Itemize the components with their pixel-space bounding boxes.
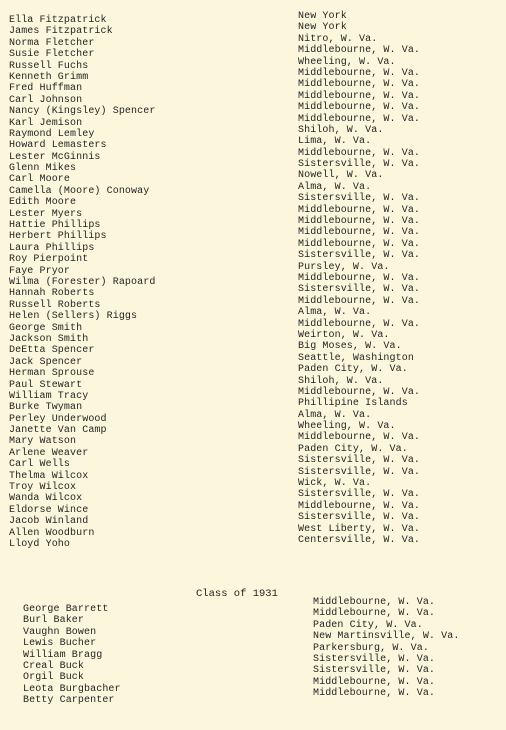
alumni-name: Howard Lemasters <box>9 140 107 152</box>
alumni-name: George Barrett <box>23 604 109 615</box>
names-column-1 <box>9 15 155 550</box>
alumni-name: Russell Fuchs <box>9 60 89 72</box>
alumni-name: DeEtta Spencer <box>9 345 95 357</box>
alumni-name: Herman Sprouse <box>9 368 95 380</box>
alumni-residence: New Martinsville, W. Va. <box>313 631 460 643</box>
alumni-residence: Sistersville, W. Va. <box>298 284 421 296</box>
names-column-2 <box>23 604 121 707</box>
alumni-residence: West Liberty, W. Va. <box>298 523 421 535</box>
alumni-name: Laura Phillips <box>9 242 95 254</box>
alumni-name: Nancy (Kingsley) Spencer <box>9 106 156 118</box>
alumni-name: Hattie Phillips <box>9 220 101 232</box>
alumni-name: Faye Pryor <box>9 265 71 277</box>
alumni-name: Orgil Buck <box>23 672 85 684</box>
places-column-2 <box>313 597 459 700</box>
alumni-name: Kenneth Grimm <box>9 71 89 83</box>
alumni-residence: Sistersville, W. Va. <box>313 653 436 665</box>
alumni-residence: Middlebourne, W. Va. <box>298 113 421 125</box>
alumni-residence: Centersville, W. Va. <box>298 534 421 546</box>
alumni-residence: Sistersville, W. Va. <box>298 466 421 478</box>
alumni-residence: New York <box>298 22 347 34</box>
alumni-residence: Paden City, W. Va. <box>298 364 408 376</box>
alumni-name: James Fitzpatrick <box>9 26 113 38</box>
alumni-residence: Weirton, W. Va. <box>298 329 390 341</box>
alumni-name: Creal Buck <box>23 660 85 672</box>
alumni-name: Allen Woodburn <box>9 527 95 539</box>
alumni-name: Hannah Roberts <box>9 288 95 300</box>
alumni-name: Ella Fitzpatrick <box>9 15 107 26</box>
alumni-residence: Shiloh, W. Va. <box>298 375 384 387</box>
alumni-name: Lewis Bucher <box>23 638 97 650</box>
alumni-name: Leota Burgbacher <box>23 683 121 695</box>
alumni-residence: Pursley, W. Va. <box>298 261 390 273</box>
alumni-residence: Seattle, Washington <box>298 352 414 364</box>
alumni-name: William Tracy <box>9 390 89 402</box>
alumni-name: Carl Wells <box>9 459 71 471</box>
alumni-residence: Sistersville, W. Va. <box>298 193 421 205</box>
alumni-name: George Smith <box>9 322 83 334</box>
alumni-name: Karl Jemison <box>9 117 83 129</box>
alumni-residence: Middlebourne, W. Va. <box>298 79 421 91</box>
alumni-residence: Middlebourne, W. Va. <box>313 597 436 608</box>
alumni-residence: Phillipine Islands <box>298 398 408 410</box>
alumni-residence: Middlebourne, W. Va. <box>298 386 421 398</box>
alumni-name: Wanda Wilcox <box>9 493 83 505</box>
alumni-residence: Sistersville, W. Va. <box>313 665 436 677</box>
alumni-residence: Middlebourne, W. Va. <box>313 688 436 700</box>
alumni-residence: Middlebourne, W. Va. <box>298 227 421 239</box>
alumni-name: Herbert Phillips <box>9 231 107 243</box>
alumni-name: Burl Baker <box>23 615 85 627</box>
alumni-name: Troy Wilcox <box>9 482 77 494</box>
alumni-residence: Nitro, W. Va. <box>298 33 378 45</box>
alumni-residence: Middlebourne, W. Va. <box>298 147 421 159</box>
class-heading: Class of 1931 <box>196 588 278 600</box>
alumni-residence: Alma, W. Va. <box>298 409 372 421</box>
alumni-residence: Middlebourne, W. Va. <box>298 295 421 307</box>
alumni-name: Perley Underwood <box>9 413 107 425</box>
alumni-residence: Middlebourne, W. Va. <box>298 238 421 250</box>
alumni-residence: Nowell, W. Va. <box>298 170 384 182</box>
alumni-name: Roy Pierpoint <box>9 254 89 266</box>
alumni-residence: Middlebourne, W. Va. <box>298 67 421 79</box>
alumni-residence: Paden City, W. Va. <box>298 443 408 455</box>
alumni-name: Carl Moore <box>9 174 71 186</box>
alumni-residence: Middlebourne, W. Va. <box>298 216 421 228</box>
alumni-residence: Alma, W. Va. <box>298 181 372 193</box>
alumni-residence: Alma, W. Va. <box>298 307 372 319</box>
alumni-residence: Middlebourne, W. Va. <box>298 102 421 114</box>
alumni-residence: Middlebourne, W. Va. <box>313 608 436 620</box>
alumni-name: Vaughn Bowen <box>23 626 97 638</box>
alumni-name: Raymond Lemley <box>9 128 95 140</box>
alumni-residence: Middlebourne, W. Va. <box>313 676 436 688</box>
alumni-residence: New York <box>298 11 347 22</box>
alumni-residence: Sistersville, W. Va. <box>298 489 421 501</box>
alumni-residence: Shiloh, W. Va. <box>298 124 384 136</box>
alumni-residence: Middlebourne, W. Va. <box>298 204 421 216</box>
alumni-name: Paul Stewart <box>9 379 83 391</box>
alumni-name: Russell Roberts <box>9 299 101 311</box>
alumni-name: Janette Van Camp <box>9 425 107 437</box>
alumni-residence: Big Moses, W. Va. <box>298 341 402 353</box>
alumni-name: Lloyd Yoho <box>9 538 71 550</box>
alumni-residence: Wick, W. Va. <box>298 478 372 490</box>
alumni-residence: Paden City, W. Va. <box>313 619 423 631</box>
alumni-name: Thelma Wilcox <box>9 470 89 482</box>
alumni-residence: Lima, W. Va. <box>298 136 372 148</box>
alumni-name: Betty Carpenter <box>23 695 115 707</box>
alumni-residence: Sistersville, W. Va. <box>298 250 421 262</box>
places-column-1 <box>298 11 420 546</box>
alumni-name: Eldorse Wince <box>9 504 89 516</box>
alumni-residence: Parkersburg, W. Va. <box>313 642 429 654</box>
alumni-residence: Wheeling, W. Va. <box>298 421 396 433</box>
alumni-name: Susie Fletcher <box>9 49 95 61</box>
alumni-name: Lester Myers <box>9 208 83 220</box>
alumni-residence: Middlebourne, W. Va. <box>298 272 421 284</box>
alumni-name: Mary Watson <box>9 436 77 448</box>
alumni-residence: Wheeling, W. Va. <box>298 56 396 68</box>
alumni-name: Jack Spencer <box>9 356 83 368</box>
alumni-residence: Middlebourne, W. Va. <box>298 318 421 330</box>
alumni-name: Carl Johnson <box>9 94 83 106</box>
alumni-name: Burke Twyman <box>9 402 83 414</box>
alumni-residence: Middlebourne, W. Va. <box>298 45 421 57</box>
alumni-residence: Sistersville, W. Va. <box>298 455 421 467</box>
alumni-name: Jacob Winland <box>9 516 89 528</box>
alumni-name: William Bragg <box>23 649 103 661</box>
alumni-name: Edith Moore <box>9 197 77 209</box>
alumni-name: Camella (Moore) Conoway <box>9 185 150 197</box>
alumni-residence: Sistersville, W. Va. <box>298 159 421 171</box>
alumni-name: Lester McGinnis <box>9 151 101 163</box>
alumni-name: Arlene Weaver <box>9 447 89 459</box>
alumni-name: Glenn Mikes <box>9 163 77 175</box>
alumni-name: Norma Fletcher <box>9 37 95 49</box>
alumni-residence: Middlebourne, W. Va. <box>298 500 421 512</box>
alumni-residence: Middlebourne, W. Va. <box>298 90 421 102</box>
alumni-name: Wilma (Forester) Rapoard <box>9 276 156 288</box>
alumni-name: Jackson Smith <box>9 333 89 345</box>
alumni-residence: Middlebourne, W. Va. <box>298 432 421 444</box>
alumni-residence: Sistersville, W. Va. <box>298 512 421 524</box>
alumni-name: Helen (Sellers) Riggs <box>9 311 138 323</box>
alumni-name: Fred Huffman <box>9 83 83 95</box>
